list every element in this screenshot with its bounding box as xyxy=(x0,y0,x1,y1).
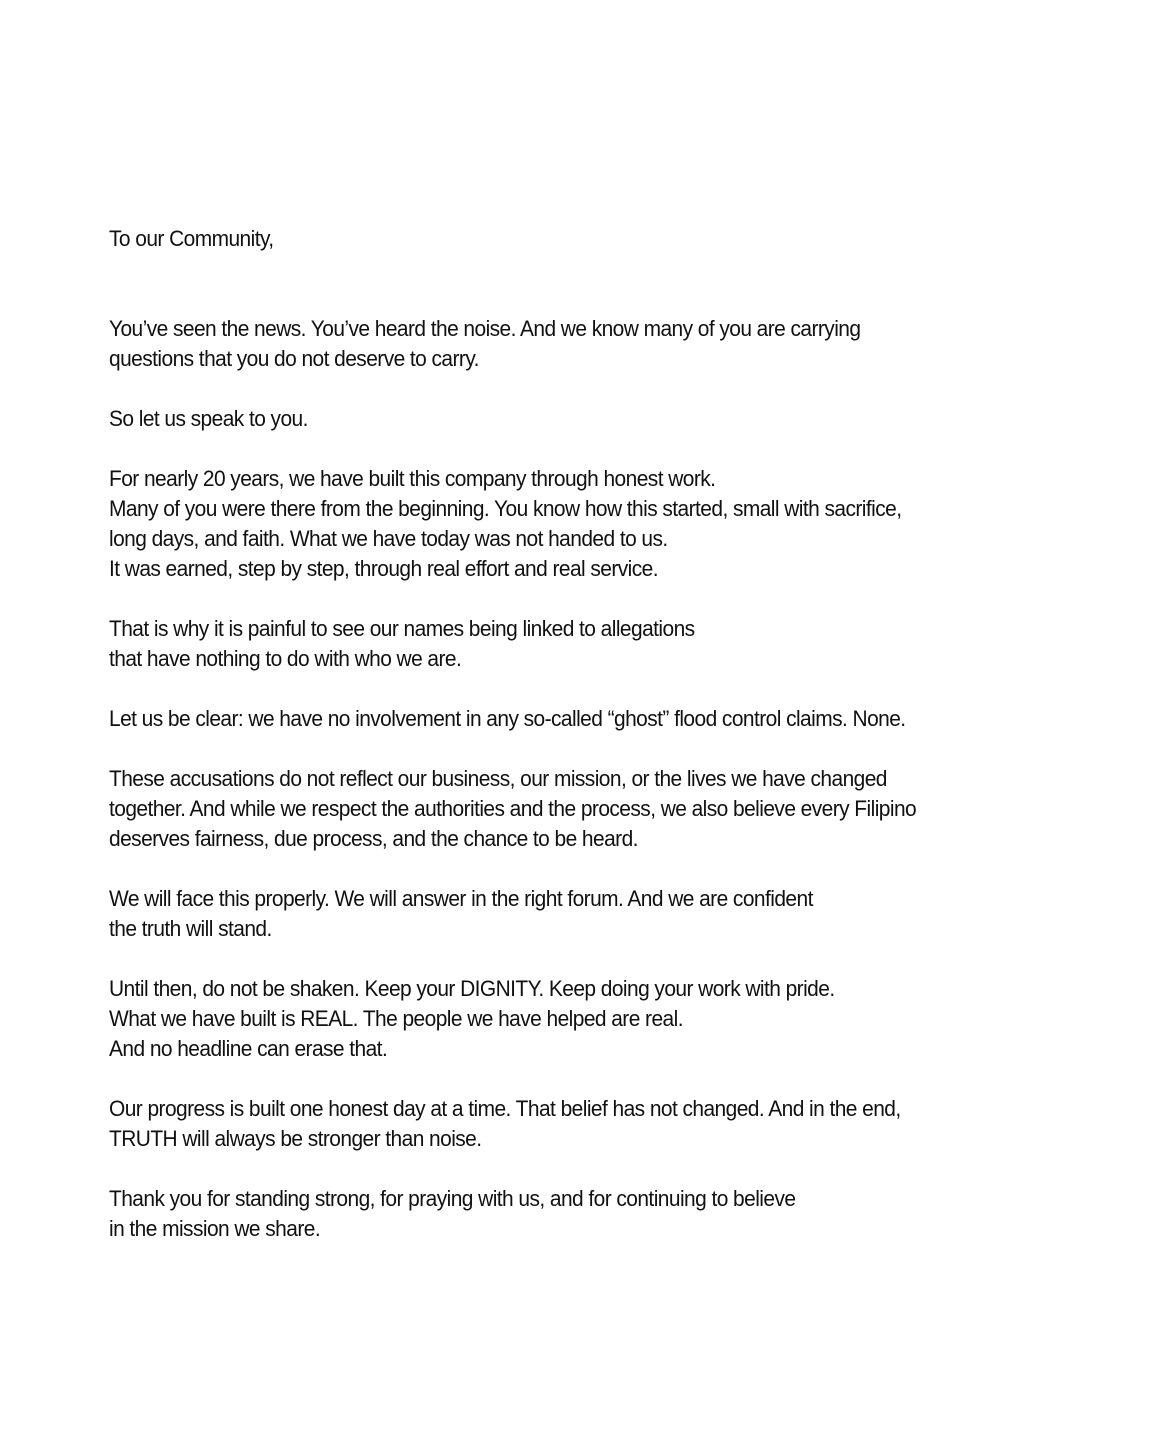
paragraph-line: in the mission we share. xyxy=(109,1216,321,1241)
paragraph-line: questions that you do not deserve to carry. xyxy=(109,346,479,371)
paragraph-clear xyxy=(109,704,1039,734)
paragraph-line: the truth will stand. xyxy=(109,916,272,941)
letter-body xyxy=(109,224,1039,1244)
letter-greeting: To our Community, xyxy=(109,226,274,251)
paragraph-line: Many of you were there from the beginning. You know how this started, small with sacrifice, xyxy=(109,496,902,521)
paragraph-news xyxy=(109,314,1039,374)
paragraph-dignity xyxy=(109,974,1039,1064)
paragraph-speak xyxy=(109,404,1039,434)
paragraph-painful xyxy=(109,614,1039,674)
paragraph-progress xyxy=(109,1094,1039,1154)
paragraph-accusations xyxy=(109,764,1039,854)
paragraph-line: deserves fairness, due process, and the chance to be heard. xyxy=(109,826,638,851)
paragraph-line: What we have built is REAL. The people we have helped are real. xyxy=(109,1006,683,1031)
paragraph-line: TRUTH will always be stronger than noise. xyxy=(109,1126,482,1151)
paragraph-line: Until then, do not be shaken. Keep your DIGNITY. Keep doing your work with pride. xyxy=(109,976,835,1001)
paragraph-line: that have nothing to do with who we are. xyxy=(109,646,462,671)
paragraph-line: Our progress is built one honest day at a time. That belief has not changed. And in the end, xyxy=(109,1096,901,1121)
paragraph-line: For nearly 20 years, we have built this company through honest work. xyxy=(109,466,716,491)
paragraph-line: It was earned, step by step, through real effort and real service. xyxy=(109,556,659,581)
paragraph-line: Thank you for standing strong, for praying with us, and for continuing to believe xyxy=(109,1186,796,1211)
paragraph-thanks xyxy=(109,1184,1039,1244)
paragraph-line: These accusations do not reflect our business, our mission, or the lives we have changed xyxy=(109,766,887,791)
paragraph-line: That is why it is painful to see our names being linked to allegations xyxy=(109,616,695,641)
paragraph-line: together. And while we respect the authorities and the process, we also believe every Filipino xyxy=(109,796,917,821)
paragraph-line: long days, and faith. What we have today was not handed to us. xyxy=(109,526,668,551)
paragraph-line: Let us be clear: we have no involvement in any so-called “ghost” flood control claims. None. xyxy=(109,706,906,731)
paragraph-line: You’ve seen the news. You’ve heard the noise. And we know many of you are carrying xyxy=(109,316,861,341)
paragraph-face xyxy=(109,884,1039,944)
paragraph-line: And no headline can erase that. xyxy=(109,1036,388,1061)
paragraph-line: So let us speak to you. xyxy=(109,406,308,431)
paragraph-line: We will face this properly. We will answer in the right forum. And we are confident xyxy=(109,886,813,911)
paragraph-history xyxy=(109,464,1039,584)
